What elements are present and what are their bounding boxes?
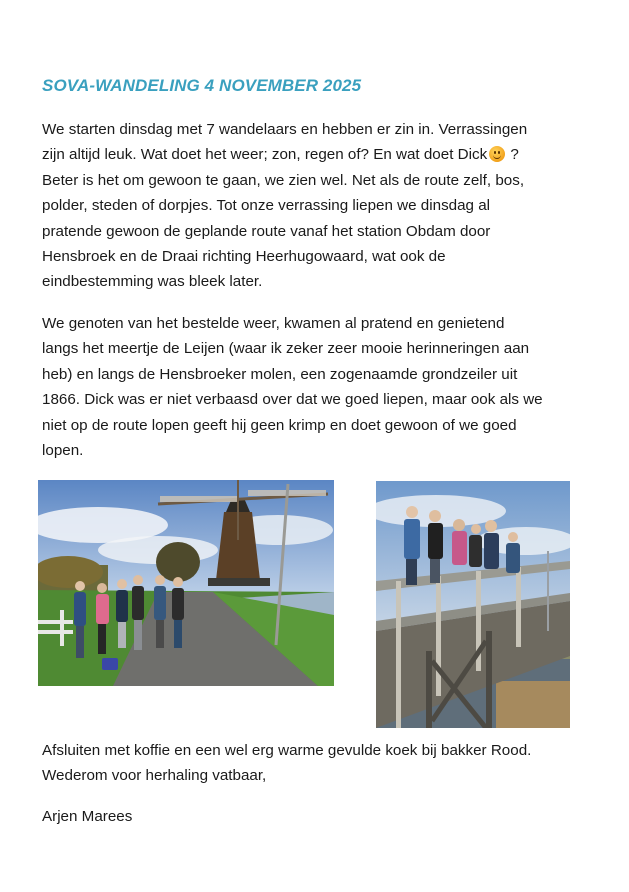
- text-line: lopen.: [42, 442, 84, 460]
- photo-windmill-group: [38, 480, 334, 686]
- text-line: Beter is het om gewoon te gaan, we zien wel. Net als de route zelf, bos,: [42, 171, 525, 189]
- paragraph-closing: [42, 738, 590, 789]
- text-line: langs het meertje de Leijen (waar ik zeker zeer mooie herinneringen aan: [42, 340, 530, 358]
- text-line: niet op de route lopen geeft hij geen krimp en doet gewoon of we goed: [42, 416, 517, 434]
- photo-bridge-group: [376, 481, 570, 728]
- text-line: We starten dinsdag met 7 wandelaars en hebben er zin in. Verrassingen: [42, 121, 528, 138]
- paragraph-intro: [42, 117, 590, 295]
- text-line: 1866. Dick was er niet verbaasd over dat we goed liepen, maar ook als we: [42, 391, 543, 409]
- text-line: pratende gewoon de geplande route vanaf het station Obdam door: [42, 222, 491, 240]
- text-line-part: zijn altijd leuk. Wat doet het weer; zon, regen of? En wat doet Dick: [42, 146, 488, 164]
- text-line: Wederom voor herhaling vatbaar,: [42, 767, 267, 785]
- signature: [42, 804, 590, 829]
- text-line: heb) en langs de Hensbroeker molen, een zogenaamde grondzeiler uit: [42, 365, 518, 383]
- paragraph-route: [42, 311, 590, 463]
- text-line: polder, steden of dorpjes. Tot onze verrassing liepen we dinsdag al: [42, 197, 491, 215]
- document-title: SOVA-WANDELING 4 NOVEMBER 2025: [42, 76, 362, 95]
- author-name: Arjen Marees: [42, 808, 133, 825]
- text-line: [42, 142, 590, 167]
- text-line: Afsluiten met koffie en een wel erg warme gevulde koek bij bakker Rood.: [42, 742, 532, 759]
- text-line: eindbestemming was bleek later.: [42, 273, 263, 291]
- text-line-part: ?: [510, 146, 519, 164]
- text-line: Hensbroek en de Draai richting Heerhugowaard, wat ook de: [42, 248, 446, 266]
- smiling-face-icon: [489, 146, 505, 162]
- text-line: We genoten van het bestelde weer, kwamen al pratend en genietend: [42, 315, 505, 332]
